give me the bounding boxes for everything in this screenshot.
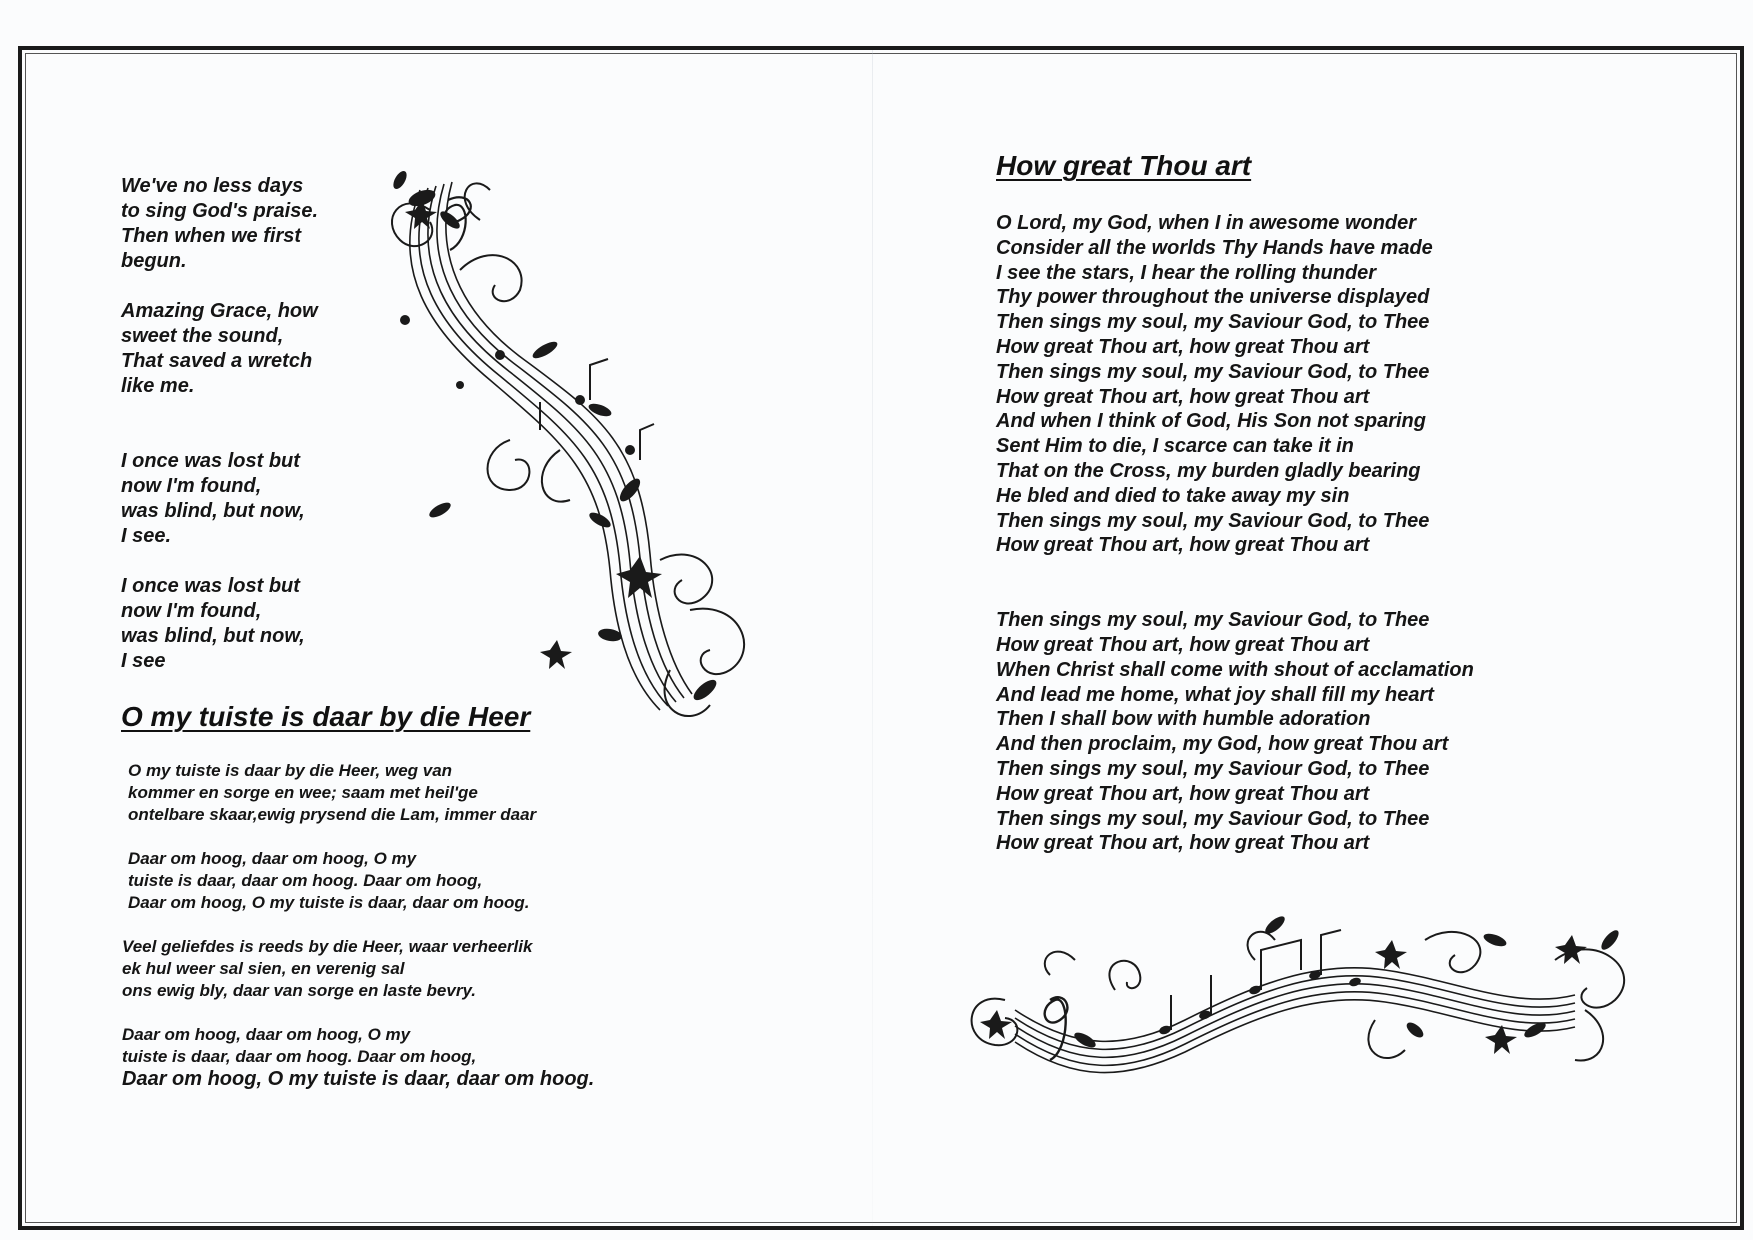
music-staff-swirl-icon <box>360 150 800 730</box>
hymn-title: How great Thou art <box>996 150 1252 181</box>
verse-stanza: Veel geliefdes is reeds by die Heer, waar verheerlik ek hul weer sal sien, en verenig sal ons ewig bly, daar van sorge en laste bevry. <box>122 937 533 1000</box>
afrikaans-hymn-body <box>122 760 682 1112</box>
verse-stanza: O Lord, my God, when I in awesome wonder Consider all the worlds Thy Hands have made I see the stars, I hear the rolling thunder Thy power throughout the universe displayed Then sings my soul, my Saviour God, to Thee How great Thou art, how great Thou art Then sings my soul, my Saviour God, to Thee How great Thou art, how great Thou art And when I think of God, His Son not sparing Sent Him to die, I scarce can take it in That on the Cross, my burden gladly bearing He bled and died to take away my sin Then sings my soul, my Saviour God, to Thee How great Thou art, how great Thou art <box>996 212 1433 557</box>
afrikaans-hymn-title: O my tuiste is daar by die Heer <box>121 701 531 732</box>
chorus-stanza: Daar om hoog, daar om hoog, O my tuiste is daar, daar om hoog. Daar om hoog, <box>122 1025 477 1066</box>
chorus-stanza: Daar om hoog, daar om hoog, O my tuiste is daar, daar om hoog. Daar om hoog, Daar om hoog, O my tuiste is daar, daar om hoog. <box>128 849 530 912</box>
verse-stanza: I once was lost but now I'm found, was blind, but now, I see <box>121 575 305 672</box>
music-staff-banner-icon <box>955 900 1635 1080</box>
verse-stanza: O my tuiste is daar by die Heer, weg van kommer en sorge en wee; saam met heil'ge ontelbare skaar,ewig prysend die Lam, immer daar <box>128 761 537 824</box>
left-verses <box>121 174 361 699</box>
chorus-last-line: Daar om hoog, O my tuiste is daar, daar om hoog. <box>122 1068 595 1090</box>
verse-stanza: I once was lost but now I'm found, was blind, but now, I see. <box>121 450 305 547</box>
verse-stanza: Amazing Grace, how sweet the sound, That saved a wretch like me. <box>121 300 318 397</box>
verse-stanza: Then sings my soul, my Saviour God, to Thee How great Thou art, how great Thou art When Christ shall come with shout of acclamation And lead me home, what joy shall fill my heart Then I shall bow with humble adoration And then proclaim, my God, how great Thou art Then sings my soul, my Saviour God, to Thee How great Thou art, how great Thou art Then sings my soul, my Saviour God, to Thee How great Thou art, how great Thou art <box>996 609 1474 855</box>
hymn-body <box>996 211 1556 906</box>
verse-stanza: We've no less days to sing God's praise. Then when we first begun. <box>121 175 319 272</box>
page-fold <box>872 50 873 1226</box>
